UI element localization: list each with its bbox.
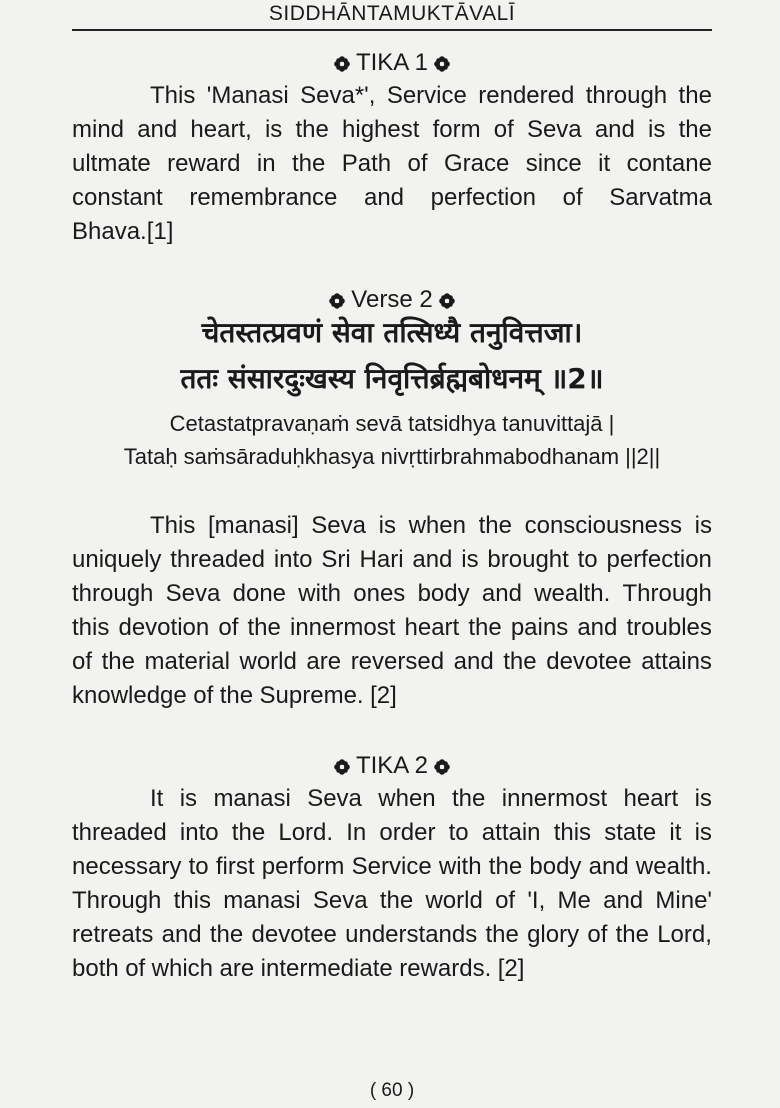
flower-ornament-icon (434, 759, 450, 775)
text-line (72, 816, 712, 850)
word: are (306, 648, 342, 675)
word: remembrance (189, 184, 338, 211)
tika-1-text (72, 79, 712, 249)
word: perform (261, 853, 345, 880)
word: since (525, 150, 582, 177)
word: [manasi] (207, 512, 299, 539)
word: mind (72, 116, 125, 143)
word: of (587, 921, 608, 948)
text-line (72, 543, 712, 577)
word: and (594, 116, 635, 143)
word: highest (342, 116, 420, 143)
word: manasi (213, 785, 291, 812)
word: perfection (430, 184, 537, 211)
word: Seva (312, 887, 368, 914)
word: Grace (443, 150, 510, 177)
word: and (603, 887, 644, 914)
flower-ornament-icon (329, 293, 345, 309)
word: rewards. (399, 955, 492, 982)
word: [2] (370, 682, 397, 709)
sanskrit-line-1: चेतस्तत्प्रवणं सेवा तत्सिध्यै तनुवित्तजा। (201, 316, 583, 349)
word: Mine' (655, 887, 712, 914)
word: heart (623, 785, 679, 812)
word: of (193, 682, 214, 709)
text-line (72, 611, 712, 645)
word: ultmate (72, 150, 151, 177)
word: and (577, 614, 618, 641)
word: wealth. (534, 580, 611, 607)
word: is (461, 546, 479, 573)
word: consciousness (524, 512, 683, 539)
word: the (231, 819, 266, 846)
word: and (481, 580, 522, 607)
word: body (417, 580, 470, 607)
text-line (72, 884, 712, 918)
word: is (648, 116, 666, 143)
word: of (493, 116, 514, 143)
word: with (438, 853, 482, 880)
flower-ornament-icon (434, 56, 450, 72)
word: threaded (170, 546, 265, 573)
word: this (553, 819, 592, 846)
word: of (72, 648, 93, 675)
text-line (72, 113, 712, 147)
word: Sri (321, 546, 351, 573)
word: glory (527, 921, 580, 948)
word: the (488, 853, 523, 880)
word: to (448, 819, 469, 846)
word: 'Manasi (206, 82, 289, 109)
flower-ornament-icon (439, 293, 455, 309)
word: innermost (290, 614, 396, 641)
word: the (291, 150, 326, 177)
word: Path (341, 150, 392, 177)
text-line (72, 577, 712, 611)
word: and (588, 853, 629, 880)
word: the (678, 116, 712, 143)
word: both (72, 955, 119, 982)
text-line (72, 782, 712, 816)
word: the (452, 785, 486, 812)
word: world (239, 648, 297, 675)
flower-ornament-icon (334, 56, 350, 72)
word: body (529, 853, 582, 880)
word: when (408, 512, 466, 539)
word: threaded (72, 819, 167, 846)
tika-1-heading (72, 48, 712, 78)
word: pains (510, 614, 569, 641)
word: of (218, 614, 239, 641)
word: contane (626, 150, 712, 177)
word: rendered (478, 82, 575, 109)
word: world (425, 887, 483, 914)
word: first (215, 853, 255, 880)
word: and (161, 921, 202, 948)
text-line (72, 215, 712, 249)
word: Through (622, 580, 712, 607)
word: to (188, 853, 209, 880)
word: Seva*', (300, 82, 376, 109)
word: Hari (359, 546, 404, 573)
word: the (209, 921, 244, 948)
running-head: SIDDHĀNTAMUKTĀVALĪ (268, 2, 516, 25)
word: into (273, 546, 313, 573)
word: reversed (350, 648, 445, 675)
word: the (503, 648, 537, 675)
tika-2-text (72, 782, 712, 986)
tika-2-title: TIKA 2 (355, 752, 429, 779)
word: this (72, 614, 110, 641)
word: necessary (72, 853, 182, 880)
text-line (72, 509, 712, 543)
text-line (72, 952, 712, 986)
word: to (577, 546, 598, 573)
word: Seva (311, 512, 366, 539)
text-line (72, 147, 712, 181)
word: heart (404, 614, 460, 641)
word: is (694, 785, 712, 812)
sanskrit-line-2: ततः संसारदुःखस्य निवृत्तिर्ब्रह्मबोधनम् ॥2॥ (180, 362, 604, 395)
word: innermost (501, 785, 608, 812)
word: the (478, 512, 512, 539)
page-number: ( 60 ) (369, 1080, 415, 1101)
word: It (150, 785, 164, 812)
word: the (101, 648, 135, 675)
word: are (219, 955, 255, 982)
text-line (72, 918, 712, 952)
word: heart, (190, 116, 252, 143)
word: Sarvatma (609, 184, 712, 211)
word: the (219, 682, 254, 709)
flower-ornament-icon (334, 759, 350, 775)
word: of (125, 955, 146, 982)
word: devotee (546, 648, 632, 675)
word: Lord. (278, 819, 334, 846)
header-rule (72, 29, 712, 31)
word: Bhava.[1] (72, 218, 174, 245)
word: which (151, 955, 214, 982)
word: 'I, (527, 887, 546, 914)
word: manasi (223, 887, 301, 914)
word: brought (487, 546, 569, 573)
word: is (694, 819, 712, 846)
word: Seva (165, 580, 221, 607)
text-line (72, 645, 712, 679)
word: In (346, 819, 367, 846)
word: is (264, 116, 283, 143)
word: it (669, 819, 682, 846)
word: of (562, 184, 583, 211)
word: state (604, 819, 657, 846)
word: with (298, 580, 341, 607)
word: this (173, 887, 211, 914)
word: of (407, 150, 428, 177)
text-line (72, 181, 712, 215)
word: devotee (251, 921, 337, 948)
word: Service (351, 853, 432, 880)
word: the (247, 614, 281, 641)
word: the (468, 614, 502, 641)
text-line (72, 679, 712, 713)
word: Me (557, 887, 591, 914)
word: the (678, 82, 712, 109)
tika-1-title: TIKA 1 (355, 49, 429, 76)
word: is (378, 512, 396, 539)
word: constant (72, 184, 163, 211)
text-line (72, 850, 712, 884)
word: Service (386, 82, 467, 109)
tika-2-heading (72, 751, 712, 781)
word: the (379, 887, 414, 914)
word: [2] (497, 955, 525, 982)
verse-2-title: Verse 2 (351, 286, 433, 313)
word: is (179, 785, 198, 812)
word: Seva (307, 785, 362, 812)
word: This (150, 82, 196, 109)
transliteration-line-1: Cetastatpravaṇaṁ sevā tatsidhya tanuvittajā | (169, 411, 615, 436)
word: devotion (118, 614, 210, 641)
word: the (485, 921, 519, 948)
word: of (495, 887, 516, 914)
word: the (615, 921, 649, 948)
word: retreats (72, 921, 154, 948)
word: and (137, 116, 178, 143)
word: Lord, (657, 921, 712, 948)
word: troubles (626, 614, 712, 641)
word: material (144, 648, 230, 675)
word: Supreme. (259, 682, 364, 709)
word: uniquely (72, 546, 162, 573)
word: order (379, 819, 436, 846)
word: in (256, 150, 276, 177)
word: This (150, 512, 196, 539)
word: intermediate (260, 955, 393, 982)
word: ones (353, 580, 406, 607)
word: and (412, 546, 453, 573)
text-line (72, 79, 712, 113)
word: reward (167, 150, 241, 177)
word: through (585, 82, 668, 109)
word: attains (641, 648, 712, 675)
word: Seva (526, 116, 582, 143)
word: the (295, 116, 329, 143)
word: and (363, 184, 405, 211)
word: done (232, 580, 287, 607)
word: attain (481, 819, 541, 846)
word: it (598, 150, 611, 177)
word: and (453, 648, 494, 675)
word: knowledge (72, 682, 187, 709)
word: when (378, 785, 436, 812)
word: is (694, 512, 712, 539)
word: form (432, 116, 481, 143)
transliteration-line-2: Tataḥ saṁsāraduḥkhasya nivṛttirbrahmabodhanam ||2|| (123, 444, 661, 469)
word: wealth. (635, 853, 712, 880)
word: into (179, 819, 219, 846)
word: Through (72, 887, 162, 914)
verse-2-translation (72, 509, 712, 713)
word: understands (345, 921, 478, 948)
word: through (72, 580, 154, 607)
word: perfection (606, 546, 712, 573)
